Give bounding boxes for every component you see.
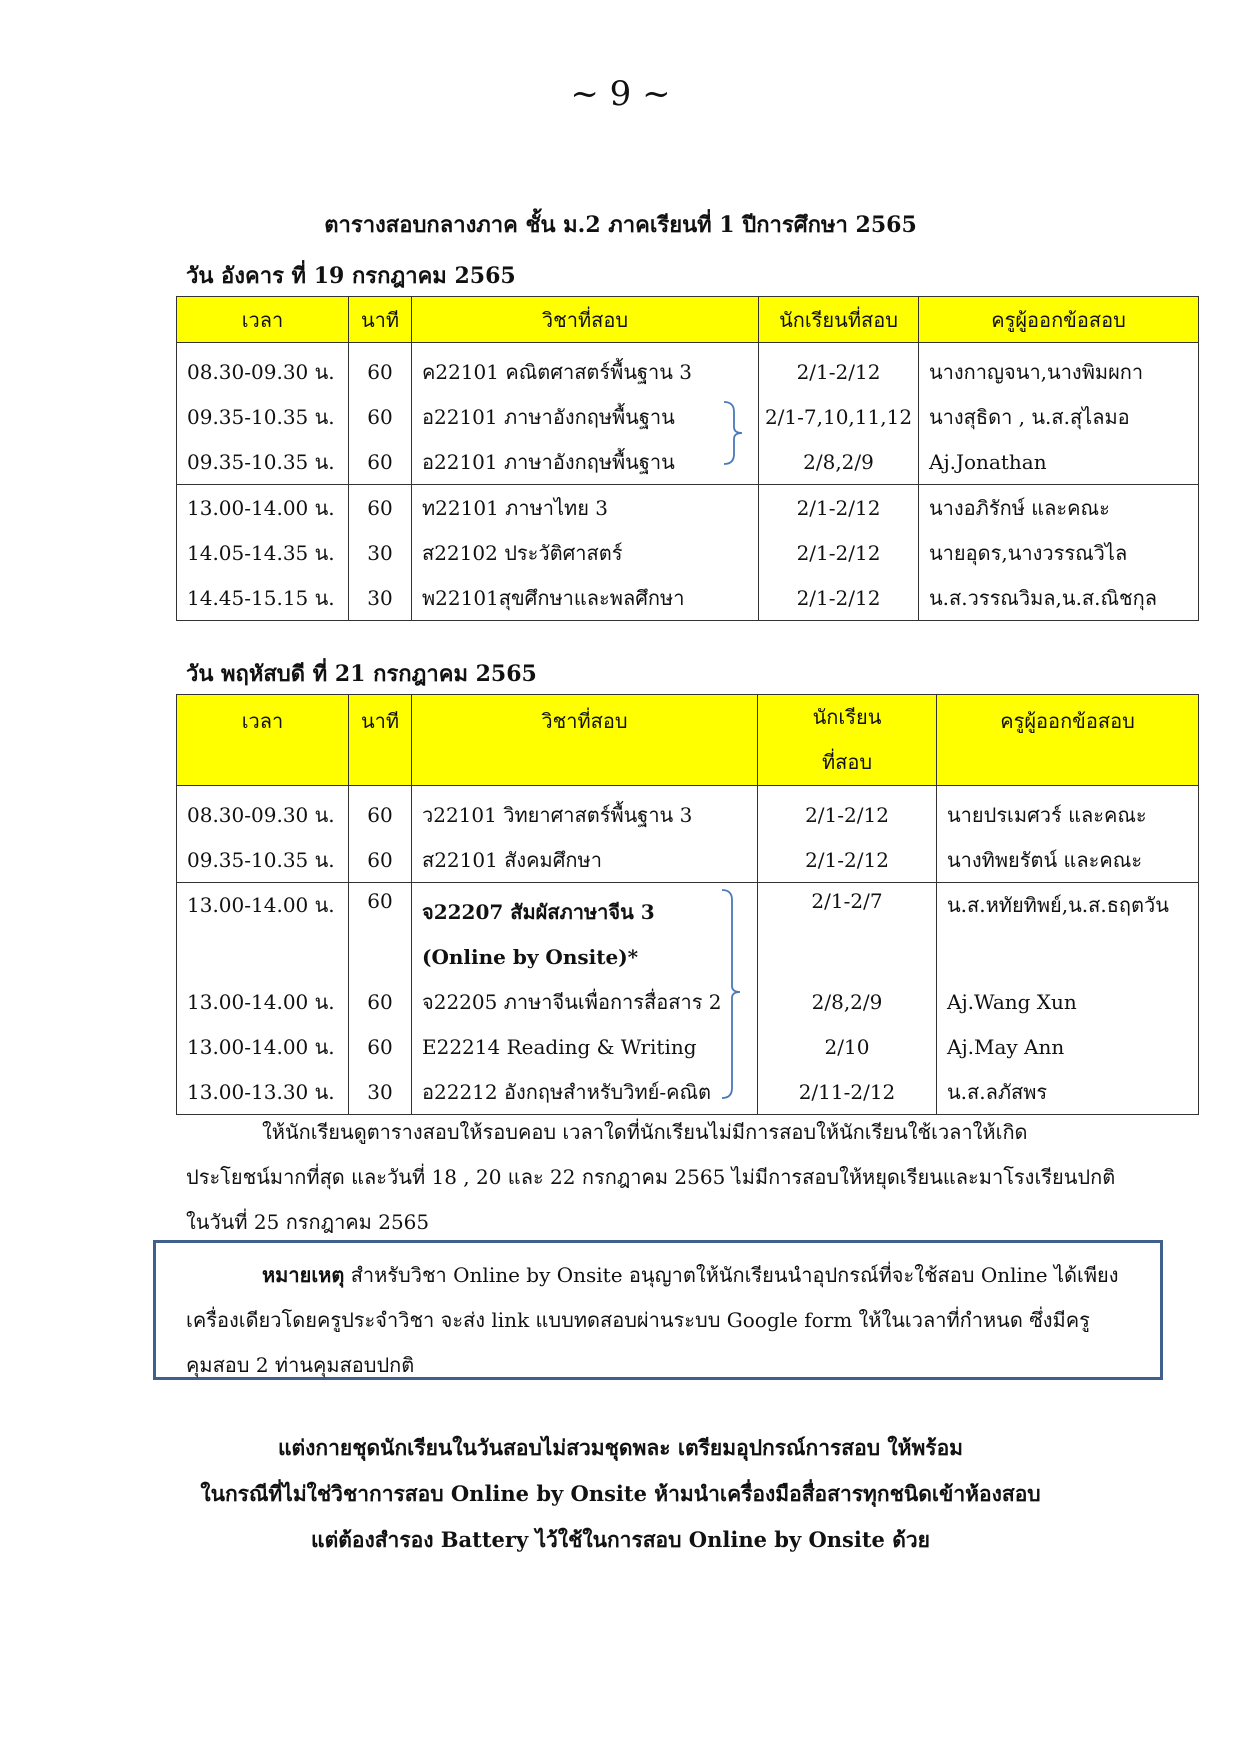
- group-brace-icon: [722, 400, 746, 466]
- students-cell: 2/8,2/9: [758, 979, 937, 1024]
- table-header-row: [177, 297, 1199, 343]
- table-row: [177, 883, 1199, 935]
- time-cell: 13.00-14.00 น.: [177, 883, 349, 935]
- note-label: หมายเหตุ: [262, 1263, 345, 1287]
- minutes-cell: 60: [349, 979, 412, 1024]
- note-text: [186, 1253, 1146, 1388]
- subject-cell: พ22101สุขศึกษาและพลศึกษา: [412, 575, 759, 621]
- teacher-cell: นายปรเมศวร์ และคณะ: [937, 786, 1199, 838]
- subject-cell: อ22101 ภาษาอังกฤษพื้นฐาน: [412, 439, 759, 485]
- instruction-line: ในวันที่ 25 กรกฎาคม 2565: [186, 1210, 430, 1234]
- subject-cell: E22214 Reading & Writing: [412, 1024, 758, 1069]
- teacher-cell: Aj.Wang Xun: [937, 979, 1199, 1024]
- table-row: [177, 575, 1199, 621]
- time-cell: 13.00-14.00 น.: [177, 1024, 349, 1069]
- teacher-cell: นางสุธิดา , น.ส.สุไลมอ: [919, 394, 1199, 439]
- day2-table: [176, 694, 1199, 1115]
- students-cell: [758, 934, 937, 979]
- subject-cell: ว22101 วิทยาศาสตร์พื้นฐาน 3: [412, 786, 758, 838]
- col-time: เวลา: [177, 695, 349, 786]
- minutes-cell: 60: [349, 394, 412, 439]
- teacher-cell: น.ส.ลภัสพร: [937, 1069, 1199, 1115]
- table-row: [177, 343, 1199, 395]
- note-line: เครื่องเดียวโดยครูประจำวิชา จะส่ง link แบบทดสอบผ่านระบบ Google form ให้ในเวลาที่กำหนด ซึ่งมีครู: [186, 1308, 1090, 1332]
- time-cell: 13.00-14.00 น.: [177, 485, 349, 531]
- subject-cell: อ22212 อังกฤษสำหรับวิทย์-คณิต: [412, 1069, 758, 1115]
- minutes-cell: 30: [349, 1069, 412, 1115]
- col-teacher: ครูผู้ออกข้อสอบ: [937, 695, 1199, 786]
- instruction-line: ประโยชน์มากที่สุด และวันที่ 18 , 20 และ 22 กรกฎาคม 2565 ไม่มีการสอบให้หยุดเรียนและมาโรงเรียนปกติ: [186, 1165, 1116, 1189]
- subject-cell: ท22101 ภาษาไทย 3: [412, 485, 759, 531]
- teacher-cell: น.ส.วรรณวิมล,น.ส.ณิชกุล: [919, 575, 1199, 621]
- teacher-cell: นางอภิรักษ์ และคณะ: [919, 485, 1199, 531]
- minutes-cell: 60: [349, 439, 412, 485]
- students-cell: 2/8,2/9: [759, 439, 919, 485]
- footer-line: แต่งกายชุดนักเรียนในวันสอบไม่สวมชุดพละ เตรียมอุปกรณ์การสอบ ให้พร้อม: [277, 1435, 964, 1460]
- table-row: [177, 1069, 1199, 1115]
- table-row: [177, 1024, 1199, 1069]
- students-cell: 2/1-2/12: [759, 343, 919, 395]
- table-row: [177, 485, 1199, 531]
- footer-line: แต่ต้องสำรอง Battery ไว้ใช้ในการสอบ Online by Onsite ด้วย: [311, 1527, 930, 1552]
- col-students-line1: นักเรียน: [812, 705, 882, 729]
- time-cell: 14.05-14.35 น.: [177, 530, 349, 575]
- day1-heading: วัน อังคาร ที่ 19 กรกฎาคม 2565: [186, 263, 516, 289]
- minutes-cell: 30: [349, 530, 412, 575]
- time-cell: [177, 934, 349, 979]
- students-cell: 2/1-2/12: [758, 786, 937, 838]
- minutes-cell: 60: [349, 343, 412, 395]
- minutes-cell: 60: [349, 786, 412, 838]
- time-cell: 08.30-09.30 น.: [177, 786, 349, 838]
- col-subject: วิชาที่สอบ: [412, 297, 759, 343]
- col-subject: วิชาที่สอบ: [412, 695, 758, 786]
- students-cell: 2/11-2/12: [758, 1069, 937, 1115]
- table-header-row: [177, 695, 1199, 786]
- time-cell: 09.35-10.35 น.: [177, 439, 349, 485]
- col-students-line2: ที่สอบ: [821, 750, 873, 774]
- time-cell: 09.35-10.35 น.: [177, 394, 349, 439]
- time-cell: 13.00-13.30 น.: [177, 1069, 349, 1115]
- subject-cell: ส22102 ประวัติศาสตร์: [412, 530, 759, 575]
- table-row: [177, 786, 1199, 838]
- col-time: เวลา: [177, 297, 349, 343]
- minutes-cell: [349, 934, 412, 979]
- subject-cell: จ22207 สัมผัสภาษาจีน 3: [412, 883, 758, 935]
- table-row: [177, 530, 1199, 575]
- minutes-cell: 60: [349, 837, 412, 883]
- teacher-cell: [937, 934, 1199, 979]
- teacher-cell: Aj.May Ann: [937, 1024, 1199, 1069]
- subject-cell: (Online by Onsite)*: [412, 934, 758, 979]
- day1-table: [176, 296, 1199, 621]
- table-row: [177, 837, 1199, 883]
- teacher-cell: นายอุดร,นางวรรณวิไล: [919, 530, 1199, 575]
- time-cell: 13.00-14.00 น.: [177, 979, 349, 1024]
- table-row: [177, 394, 1199, 439]
- students-cell: 2/1-2/7: [758, 883, 937, 935]
- table-row: [177, 934, 1199, 979]
- time-cell: 08.30-09.30 น.: [177, 343, 349, 395]
- minutes-cell: 60: [349, 485, 412, 531]
- instruction-line: ให้นักเรียนดูตารางสอบให้รอบคอบ เวลาใดที่นักเรียนไม่มีการสอบให้นักเรียนใช้เวลาให้เกิด: [262, 1120, 1028, 1144]
- students-cell: 2/1-2/12: [758, 837, 937, 883]
- table-row: [177, 979, 1199, 1024]
- col-students: [758, 695, 937, 786]
- teacher-cell: นางทิพยรัตน์ และคณะ: [937, 837, 1199, 883]
- students-cell: 2/10: [758, 1024, 937, 1069]
- col-minutes: นาที: [349, 297, 412, 343]
- minutes-cell: 60: [349, 1024, 412, 1069]
- students-cell: 2/1-7,10,11,12: [759, 394, 919, 439]
- day2-heading: วัน พฤหัสบดี ที่ 21 กรกฎาคม 2565: [186, 661, 537, 687]
- col-teacher: ครูผู้ออกข้อสอบ: [919, 297, 1199, 343]
- teacher-cell: Aj.Jonathan: [919, 439, 1199, 485]
- group-brace-icon: [720, 888, 744, 1100]
- students-cell: 2/1-2/12: [759, 530, 919, 575]
- col-students: นักเรียนที่สอบ: [759, 297, 919, 343]
- time-cell: 14.45-15.15 น.: [177, 575, 349, 621]
- subject-cell: อ22101 ภาษาอังกฤษพื้นฐาน: [412, 394, 759, 439]
- col-minutes: นาที: [349, 695, 412, 786]
- teacher-cell: นางกาญจนา,นางพิมผกา: [919, 343, 1199, 395]
- note-line: คุมสอบ 2 ท่านคุมสอบปกติ: [186, 1353, 415, 1377]
- table-row: [177, 439, 1199, 485]
- students-cell: 2/1-2/12: [759, 485, 919, 531]
- subject-cell: ส22101 สังคมศึกษา: [412, 837, 758, 883]
- time-cell: 09.35-10.35 น.: [177, 837, 349, 883]
- minutes-cell: 30: [349, 575, 412, 621]
- note-box: [153, 1240, 1163, 1380]
- page-title: ตารางสอบกลางภาค ชั้น ม.2 ภาคเรียนที่ 1 ปีการศึกษา 2565: [324, 212, 917, 238]
- page-number: ~ 9 ~: [570, 74, 671, 114]
- note-line: สำหรับวิชา Online by Onsite อนุญาตให้นักเรียนนำอุปกรณ์ที่จะใช้สอบ Online ได้เพียง: [350, 1263, 1119, 1287]
- subject-cell: จ22205 ภาษาจีนเพื่อการสื่อสาร 2: [412, 979, 758, 1024]
- footer-line: ในกรณีที่ไม่ใช่วิชาการสอบ Online by Onsite ห้ามนำเครื่องมือสื่อสารทุกชนิดเข้าห้องสอบ: [200, 1481, 1041, 1506]
- minutes-cell: 60: [349, 883, 412, 935]
- instructions: [186, 1110, 1196, 1245]
- subject-cell: ค22101 คณิตศาสตร์พื้นฐาน 3: [412, 343, 759, 395]
- teacher-cell: น.ส.หทัยทิพย์,น.ส.ธฤตวัน: [937, 883, 1199, 935]
- students-cell: 2/1-2/12: [759, 575, 919, 621]
